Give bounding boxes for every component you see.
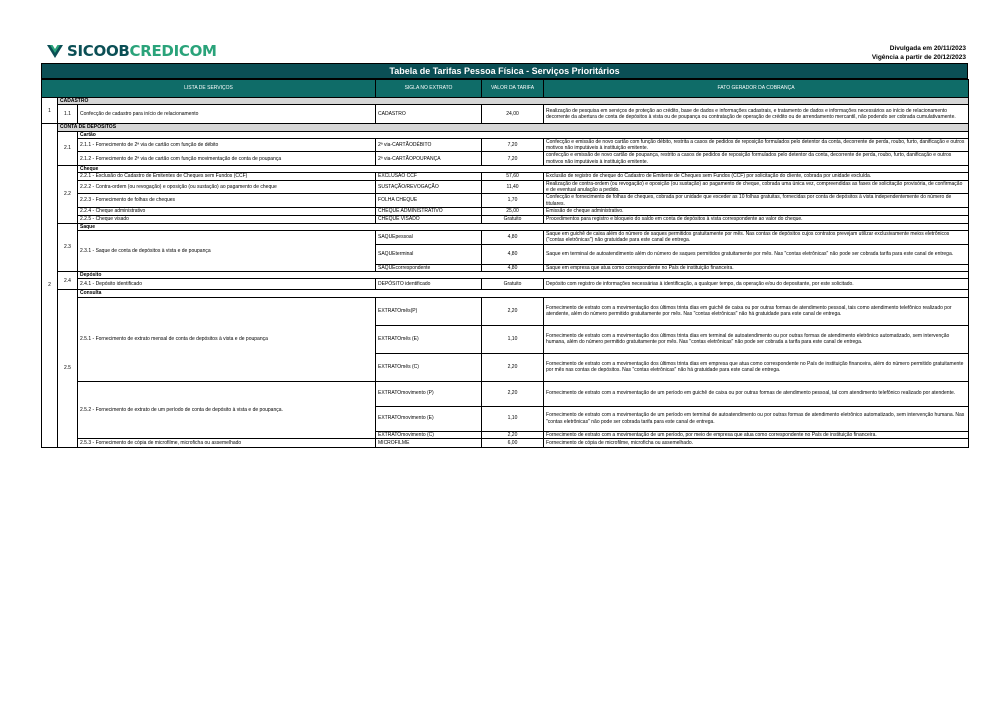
trigger-cell: confecção e emissão de novo cartão de poupança, restrito a casos de pedidos de reposição formulados pelo detentor da conta, decorrente de perda, roubo, furto, danificação e outros motivos não imputáveis à instituição emitente. (544, 152, 969, 166)
trigger-cell: Procedimentos para registro e bloqueio do saldo em conta de depósitos à vista correspondente ao valor do cheque. (544, 215, 969, 223)
code-cell: CHEQUE VISADO (376, 215, 482, 223)
service-cell: 2.1.2 - Fornecimento de 2ª via de cartão com função movimentação de conta de poupança (78, 152, 376, 166)
service-cell: 2.5.3 - Fornecimento de cópia de microfilme, microficha ou assemelhado (78, 438, 376, 447)
tariff-table (41, 79, 969, 448)
table-row (42, 215, 969, 223)
table-row (42, 207, 969, 215)
table-row (42, 279, 969, 290)
value-cell: 11,40 (482, 180, 544, 194)
value-cell: 1,10 (482, 325, 544, 353)
table-title: Tabela de Tarifas Pessoa Física - Serviços Prioritários (41, 63, 968, 79)
value-cell: Gratuito (482, 215, 544, 223)
trigger-cell: Saque em empresa que atua como correspondente no País de instituição financeira. (544, 264, 969, 271)
table-row (42, 381, 969, 406)
code-cell: 2ª via-CARTÃODÉBITO (376, 138, 482, 152)
published-date: Divulgada em 20/11/2023 (889, 45, 966, 52)
subsection-row (42, 272, 969, 279)
subsection-number: 2.3 (58, 223, 78, 271)
brand-name: SICOOBCREDICOM (67, 42, 217, 60)
trigger-cell: Confecção e emissão de novo cartão com função débito, restrita a casos de pedidos de reposição formulados pelo detentor da conta, decorrente de perda, roubo, furto, danificação e outros motivos não imputáveis à instituição emitente. (544, 138, 969, 152)
table-row (42, 297, 969, 325)
service-cell: 2.2.2 - Contra-ordem (ou revogação) e oposição (ou sustação) ao pagamento de cheque (78, 180, 376, 194)
table-row (42, 105, 969, 124)
col-services: LISTA DE SERVIÇOS (42, 80, 376, 98)
value-cell: 2,20 (482, 353, 544, 381)
table-row (42, 152, 969, 166)
header-row (42, 80, 969, 98)
col-trigger: FATO GERADOR DA COBRANÇA (544, 80, 969, 98)
section-title: CONTA DE DEPÓSITOS (58, 124, 969, 131)
trigger-cell: Exclusão de registro de cheque do Cadastro de Emitente de Cheques sem Fundos (CCF) por solicitação do cliente, cobrada por unidade excluída. (544, 173, 969, 180)
subsection-number: 2.2 (58, 166, 78, 224)
value-cell: 57,60 (482, 173, 544, 180)
value-cell: 25,00 (482, 207, 544, 215)
code-cell: EXCLUSÃO CCF (376, 173, 482, 180)
code-cell: SAQUEterminal (376, 244, 482, 264)
code-cell: EXTRATOmês (E) (376, 325, 482, 353)
service-cell: 2.2.5 - Cheque visado (78, 215, 376, 223)
value-cell: Gratuito (482, 279, 544, 290)
section-row (42, 98, 969, 105)
value-cell: 7,20 (482, 138, 544, 152)
table-row (42, 438, 969, 447)
trigger-cell: Realização de pesquisa em serviços de proteção ao crédito, base de dados e informações cadastrais, e tratamento de dados e informações necessários ao início de relacionamento decorrente da abertura de conta de depósitos à vista ou de poupança ou contratação de operação de crédito ou de arrendamento mercantil, não podendo ser cobrada cumulativamente. (544, 105, 969, 124)
brand-logo (46, 40, 217, 62)
col-value: VALOR DA TARIFA (482, 80, 544, 98)
dates (872, 44, 966, 62)
section-number: 2 (42, 124, 58, 448)
trigger-cell: Depósito com registro de informações necessárias à identificação, a qualquer tempo, da operação e/ou do depositante, por este solicitado. (544, 279, 969, 290)
code-cell: 2ª via-CARTÃOPOUPANÇA (376, 152, 482, 166)
service-cell: 2.5.1 - Fornecimento de extrato mensal de conta de depósitos à vista e de poupança (78, 297, 376, 381)
value-cell: 2,20 (482, 381, 544, 406)
tariff-sheet (41, 63, 968, 448)
service-cell: 2.2.3 - Fornecimento de folhas de cheques (78, 194, 376, 208)
code-cell: EXTRATOmês (C) (376, 353, 482, 381)
value-cell: 4,80 (482, 231, 544, 245)
value-cell: 2,20 (482, 431, 544, 438)
value-cell: 2,20 (482, 297, 544, 325)
service-cell: Confecção de cadastro para início de relacionamento (78, 105, 376, 124)
value-cell: 24,00 (482, 105, 544, 124)
code-cell: EXTRATOmovimento (P) (376, 381, 482, 406)
trigger-cell: Fornecimento de extrato com a movimentação de um período em terminal de autoatendimento ou por outras formas de atendimento eletrônico automatizado, sem intervenção humana. Nas "contas eletrônicas" não pode ser cobrada tarifa para este canal de entrega. (544, 406, 969, 431)
subsection-title: Consulta (78, 290, 969, 297)
subsection-title: Depósito (78, 272, 969, 279)
code-cell: EXTRATOmovimento (C) (376, 431, 482, 438)
section-row (42, 124, 969, 131)
subsection-title: Saque (78, 223, 969, 230)
code-cell: SAQUEpessoal (376, 231, 482, 245)
trigger-cell: Fornecimento de extrato com a movimentação de um período, por meio de empresa que atua como correspondente no País de instituição financeira. (544, 431, 969, 438)
trigger-cell: Fornecimento de extrato com a movimentação dos últimos trinta dias em guichê de caixa ou por outras formas de atendimento pessoal, tais como atendimento telefônico realizado por atendente, além do número permitido gratuitamente por mês. Nas "contas eletrônicas" não há gratuidade para este canal de entrega. (544, 297, 969, 325)
subsection-title: Cheque (78, 166, 969, 173)
table-row (42, 231, 969, 245)
trigger-cell: Fornecimento de extrato com a movimentação de um período em guichê de caixa ou por outras formas de atendimento pessoal, tal com atendimento telefônico realizado por atendente. (544, 381, 969, 406)
item-number: 1.1 (58, 105, 78, 124)
value-cell: 1,10 (482, 406, 544, 431)
trigger-cell: Fornecimento de extrato com a movimentação dos últimos trinta dias em terminal de autoatendimento ou por outras formas de atendimento eletrônico automatizado, sem intervenção humana, além do número permitido gratuitamente por mês. Nas "contas eletrônicas" não pode ser cobrada a tarifa para este canal de entrega. (544, 325, 969, 353)
subsection-number: 2.5 (58, 290, 78, 448)
code-cell: EXTRATOmês(P) (376, 297, 482, 325)
subsection-number: 2.4 (58, 272, 78, 290)
code-cell: DEPÓSITO identificado (376, 279, 482, 290)
subsection-row (42, 131, 969, 138)
service-cell: 2.2.4 - Cheque administrativo (78, 207, 376, 215)
table-row (42, 180, 969, 194)
subsection-row (42, 290, 969, 297)
value-cell: 4,80 (482, 264, 544, 271)
value-cell: 7,20 (482, 152, 544, 166)
code-cell: FOLHA CHEQUE (376, 194, 482, 208)
code-cell: CHEQUE ADMINISTRATIVO (376, 207, 482, 215)
code-cell: CADASTRO (376, 105, 482, 124)
subsection-number: 2.1 (58, 131, 78, 165)
code-cell: SAQUEcorrespondente (376, 264, 482, 271)
trigger-cell: Confecção e fornecimento de folhas de cheques, cobrada por unidade que exceder as 10 folhas gratuitas, fornecidas por conta de depósitos à vista independentemente do número de titulares. (544, 194, 969, 208)
table-row (42, 194, 969, 208)
trigger-cell: Saque em terminal de autoatendimento além do número de saques permitidos gratuitamente por mês. Nas "contas eletrônicas" não pode ser cobrada tarifa para este canal de entrega. (544, 244, 969, 264)
trigger-cell: Emissão de cheque administrativo. (544, 207, 969, 215)
code-cell: SUSTAÇÃO/REVOGAÇÃO (376, 180, 482, 194)
code-cell: MICROFILME (376, 438, 482, 447)
table-row (42, 138, 969, 152)
trigger-cell: Fornecimento de extrato com a movimentação dos últimos trinta dias em empresa que atua como correspondente no País de instituição financeira, além do número permitido gratuitamente por mês nas contas de depósitos. Nas "contas eletrônicas" não há gratuidade para este canal de entrega. (544, 353, 969, 381)
trigger-cell: Realização de contra-ordem (ou revogação) e oposição (ou sustação) ao pagamento de cheque, cobrada uma única vez, compreendidas as fases de solicitação provisória, de confirmação e de eventual anulação a pedido. (544, 180, 969, 194)
service-cell: 2.1.1 - Fornecimento de 2ª via de cartão com função de débito (78, 138, 376, 152)
service-cell: 2.2.1 - Exclusão do Cadastro de Emitentes de Cheques sem Fundos (CCF) (78, 173, 376, 180)
code-cell: EXTRATOmovimento (E) (376, 406, 482, 431)
trigger-cell: Saque em guichê de caixa além do número de saques permitidos gratuitamente por mês. Nas contas de depósitos cujos contratos prevejam utilizar exclusivamente meios eletrônicos ("contas eletrônicas") não gratuidade para este canal de entrega. (544, 231, 969, 245)
table-row (42, 173, 969, 180)
value-cell: 4,80 (482, 244, 544, 264)
value-cell: 1,70 (482, 194, 544, 208)
service-cell: 2.5.2 - Fornecimento de extrato de um período de conta de depósito à vista e de poupança. (78, 381, 376, 438)
service-cell: 2.3.1 - Saque de conta de depósitos à vista e de poupança (78, 231, 376, 272)
sicoob-logo-icon (46, 42, 64, 60)
effective-date: Vigência a partir de 20/12/2023 (871, 54, 966, 61)
section-number: 1 (42, 98, 58, 124)
trigger-cell: Fornecimento de cópia de microfilme, microficha ou assemelhado. (544, 438, 969, 447)
subsection-title: Cartão (78, 131, 969, 138)
subsection-row (42, 166, 969, 173)
service-cell: 2.4.1 - Depósito identificado (78, 279, 376, 290)
subsection-row (42, 223, 969, 230)
col-code: SIGLA NO EXTRATO (376, 80, 482, 98)
value-cell: 6,00 (482, 438, 544, 447)
section-title: CADASTRO (58, 98, 969, 105)
